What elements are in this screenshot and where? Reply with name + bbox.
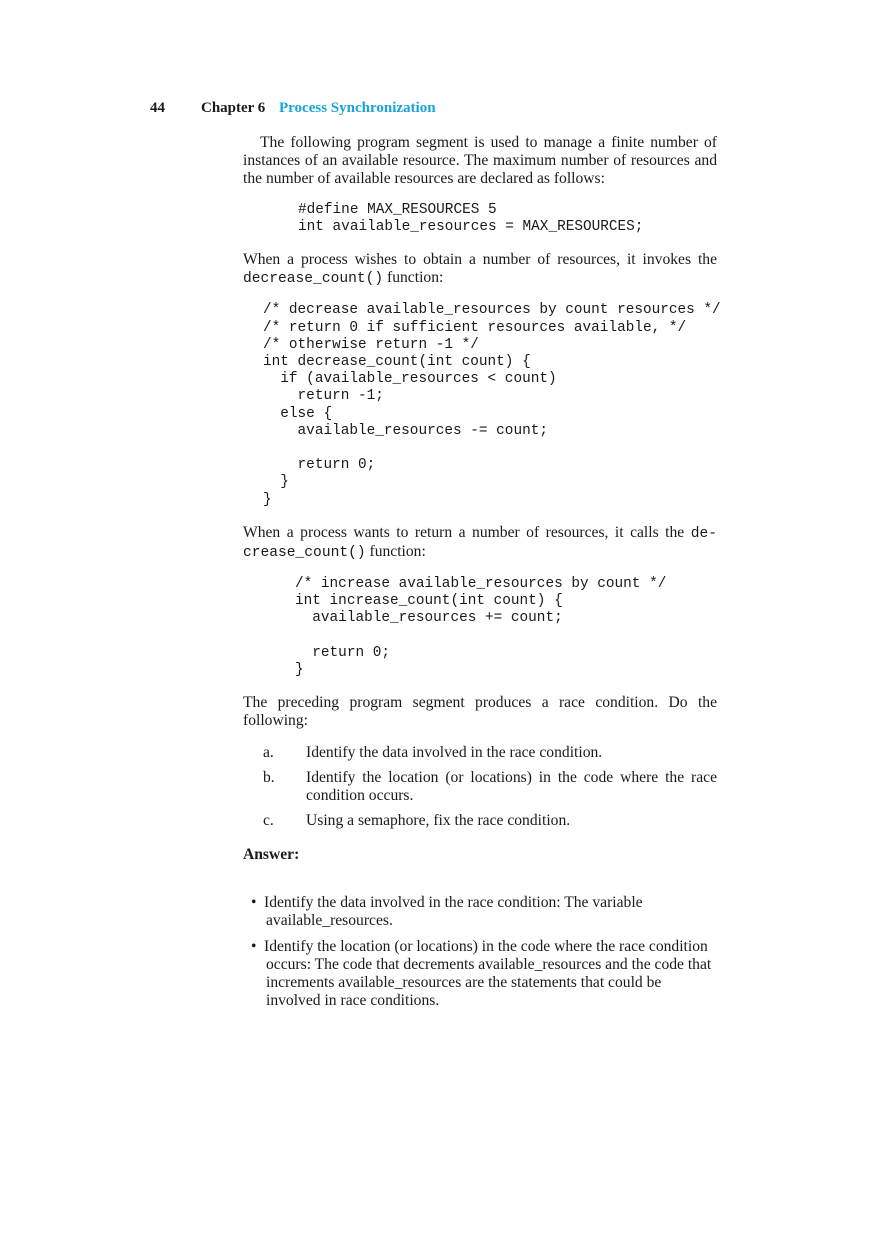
code-line: } bbox=[295, 661, 304, 678]
race-intro-paragraph: The preceding program segment produces a race condition. Do the following: bbox=[243, 694, 717, 730]
code-line: /* decrease available_resources by count resources */ bbox=[263, 302, 721, 319]
defines-code-block bbox=[298, 202, 717, 236]
chapter-title: Process Synchronization bbox=[279, 100, 436, 116]
task-text: Identify the location (or locations) in the code where the race condition occurs. bbox=[306, 769, 717, 805]
bullet-symbol: • bbox=[251, 938, 257, 956]
answer-bullets bbox=[243, 894, 717, 1010]
code-line: return 0; bbox=[295, 644, 390, 661]
answer-bullet bbox=[243, 938, 717, 1010]
code-line: int increase_count(int count) { bbox=[295, 593, 563, 610]
code-line: return -1; bbox=[263, 388, 384, 405]
bullet-text: Identify the location (or locations) in the code where the race condition occurs: The code that decrements available_resources and the code that increments available_resources are the statements that could be involved in race conditions. bbox=[264, 938, 712, 1010]
page-number: 44 bbox=[150, 100, 165, 116]
chapter-label: Chapter 6 bbox=[201, 100, 266, 116]
answer-bullet bbox=[243, 894, 717, 930]
code-line: if (available_resources < count) bbox=[263, 371, 557, 388]
task-text: Identify the data involved in the race condition. bbox=[306, 744, 603, 762]
task-text: Using a semaphore, fix the race condition. bbox=[306, 812, 571, 830]
code-line: else { bbox=[263, 405, 333, 422]
intro-paragraph: The following program segment is used to manage a finite number of instances of an available resource. The maximum number of resources and the number of available resources are declared as follows: bbox=[243, 134, 717, 187]
code-line: int available_resources = MAX_RESOURCES; bbox=[298, 219, 644, 236]
task-item bbox=[263, 769, 717, 805]
task-label: b. bbox=[263, 769, 275, 787]
decrease-intro-function: decrease_count() bbox=[243, 271, 384, 288]
page-body bbox=[243, 134, 721, 1010]
task-label: c. bbox=[263, 812, 274, 830]
code-line bbox=[295, 627, 717, 644]
bullet-symbol: • bbox=[251, 894, 257, 912]
answer-heading: Answer: bbox=[243, 846, 300, 864]
decrease-intro-text: When a process wishes to obtain a number of resources, it invokes the bbox=[243, 251, 717, 269]
increase-intro-function: de-crease_count() bbox=[243, 525, 717, 561]
code-line: /* return 0 if sufficient resources available, */ bbox=[263, 319, 687, 336]
decrease-intro-paragraph bbox=[243, 251, 717, 288]
code-line: return 0; bbox=[263, 457, 376, 474]
code-line: int decrease_count(int count) { bbox=[263, 354, 531, 371]
code-line: available_resources += count; bbox=[295, 610, 563, 627]
task-item bbox=[263, 812, 717, 830]
code-line: #define MAX_RESOURCES 5 bbox=[298, 202, 497, 218]
task-item bbox=[263, 744, 717, 762]
task-label: a. bbox=[263, 744, 274, 762]
decrease-intro-suffix: function: bbox=[383, 269, 444, 287]
code-line: /* increase available_resources by count */ bbox=[295, 575, 667, 592]
code-line: available_resources -= count; bbox=[263, 422, 548, 439]
code-line: /* otherwise return -1 */ bbox=[263, 336, 479, 353]
increase-code-block bbox=[295, 576, 717, 679]
code-line bbox=[263, 440, 717, 457]
increase-intro-text: When a process wants to return a number of resources, it calls the bbox=[243, 523, 691, 541]
increase-intro-suffix: function: bbox=[365, 542, 426, 560]
task-list bbox=[263, 744, 717, 830]
increase-intro-paragraph bbox=[243, 524, 717, 562]
code-line: } bbox=[263, 491, 272, 508]
bullet-text: Identify the data involved in the race condition: The variable available_resources. bbox=[264, 894, 643, 930]
code-line: } bbox=[263, 474, 289, 491]
decrease-code-block bbox=[263, 302, 721, 508]
